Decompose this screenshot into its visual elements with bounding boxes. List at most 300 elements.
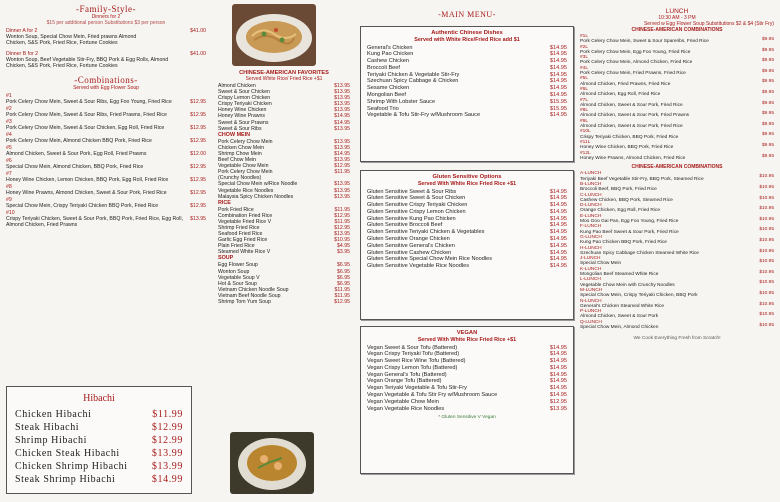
item-price: $13.99 (151, 461, 183, 472)
item-name: Vegan General's Tofu (Battered) (367, 371, 447, 378)
item-price: $14.95 (549, 208, 567, 215)
item-name: Szechuan Spicy Cabbage & Chicken (367, 78, 459, 85)
vegan-title: VEGAN (456, 330, 478, 336)
lunch-number: #2L (580, 44, 589, 50)
combo-desc: Honey Wine Prawns, Almond Chicken, Sweet & Sour Pork, Fried Rice (6, 190, 167, 197)
lunch-text (580, 98, 683, 109)
item-name: Seafood Fried Rice (218, 231, 263, 238)
combo-text (6, 132, 152, 144)
item-price: $11.95 (334, 206, 350, 213)
combo-price: $13.95 (190, 216, 206, 223)
combo-text (6, 171, 168, 183)
dinner-b-desc: Wonton Soup, Beef Vegetable Stir-Fry, BBQ Pork & Egg Rolls, Almond Chicken, S&S Pork, Fried Rice, Fortune Cookies (6, 57, 169, 70)
lunch-desc: Cashew Chicken, BBQ Pork, Steamed Rice (580, 197, 673, 203)
item-name: Kung Pao Chicken (367, 51, 414, 58)
lunch-alpha-title: CHINESE-AMERICAN COMBINATIONS (631, 164, 723, 171)
gluten-subtitle: Served With White Rice Fried Rice +$1 (417, 181, 517, 187)
lunch-desc: General's Chicken Steamed White Rice (580, 303, 665, 309)
item-name: Chicken Shrimp Hibachi (15, 461, 128, 472)
item-name: Sesame Chicken (367, 85, 410, 92)
combination-row (6, 184, 206, 196)
item-name: Gluten Sensitive General's Chicken (367, 242, 455, 249)
combo-number: #2 (6, 106, 12, 113)
gluten-row (367, 256, 567, 263)
item-name: Teriyaki Chicken & Vegetable Stir-Fry (367, 71, 460, 78)
item-price: $14.95 (549, 92, 567, 99)
lunch-price: $9.95 (761, 47, 774, 53)
combo-text (6, 119, 164, 131)
item-name: Gluten Sensitive Vegetable Rice Noodles (367, 263, 469, 270)
lunch-desc: Pork Celery Chow Mein, Fried Prawns, Fried Rice (580, 71, 686, 77)
item-price: $12.99 (151, 422, 183, 433)
vegan-row (367, 392, 567, 399)
lunch-desc: Vegetable Chow Mein with Crunchy Noodles (580, 282, 675, 288)
lunch-price: $9.95 (761, 79, 774, 85)
authentic-row (367, 65, 567, 72)
vegan-row (367, 351, 567, 358)
item-price: $11.95 (334, 218, 350, 225)
hibachi-title: Hibachi (83, 393, 115, 404)
item-name: Vegan Sweet & Sour Tofu (Battered) (367, 344, 458, 351)
item-price: $3.95 (337, 249, 350, 256)
authentic-row (367, 85, 567, 92)
item-name: Pork Celery Chow Mein (218, 138, 273, 145)
lunch-desc: Honey Wine Chicken, BBQ Pork, Fried Rice (580, 145, 674, 151)
item-name: Sweet & Sour Prawns (218, 119, 269, 126)
authentic-row (367, 72, 567, 79)
combo-number: #7 (6, 171, 12, 178)
item-price: $12.95 (334, 299, 350, 305)
combo-desc: Pork Celery Chow Mein, Sweet & Sour Chicken, Egg Roll, Fried Rice (6, 125, 165, 132)
lunch-combo-row (580, 34, 774, 45)
lunch-text (580, 267, 658, 278)
item-price: $14.95 (549, 371, 567, 378)
combo-desc: Special Chow Mein, Crispy Teriyaki Chicken BBQ Pork, Fried Rice (6, 203, 159, 210)
lunch-number: G-LUNCH (580, 234, 602, 240)
lunch-price: $9.95 (761, 153, 774, 159)
item-price: $14.95 (549, 385, 567, 392)
lunch-desc: Special Chow Mein, Crispy Teriyaki Chicken, BBQ Pork (580, 293, 698, 299)
lunch-alpha-row (580, 214, 774, 225)
item-price: $14.95 (549, 51, 567, 58)
item-name: Hot & Sour Soup (218, 280, 257, 287)
item-price: $14.95 (549, 112, 567, 119)
lunch-desc: Teriyaki Beef Vegetable Stir-Fry, BBQ Pork, Steamed Rice (580, 176, 704, 182)
item-price: $14.95 (549, 378, 567, 385)
item-price: $14.95 (549, 202, 567, 209)
combinations-list (6, 93, 206, 228)
chow-mein-list (218, 139, 350, 200)
gluten-row (367, 189, 567, 196)
lunch-desc: Almond Chicken, Egg Roll, Fried Rice (580, 92, 661, 98)
authentic-row (367, 78, 567, 85)
lunch-price: $9.95 (761, 143, 774, 149)
combo-number: #8 (6, 184, 12, 191)
lunch-price: $9.95 (761, 37, 774, 42)
authentic-row (367, 99, 567, 106)
item-name: Shrimp Tom Yum Soup (218, 299, 271, 305)
lunch-desc: Kung Pao Chicken BBQ Pork, Fried Rice (580, 240, 667, 246)
item-price: $14.95 (549, 364, 567, 371)
vegan-row (367, 365, 567, 372)
combo-text (6, 184, 167, 196)
item-name: Vegan Orange Tofu (Battered) (367, 378, 442, 385)
rice-list (218, 207, 350, 256)
noodle-dish-photo (232, 4, 316, 66)
vegan-subtitle: Served With White Rice Fried Rice +$1 (417, 337, 517, 343)
item-name: Chicken Hibachi (15, 409, 92, 420)
lunch-price: $10.95 (759, 269, 774, 275)
item-name: Vegan Vegetable Rice Noodles (367, 405, 445, 412)
authentic-title: Authentic Chinese Dishes (431, 30, 503, 36)
gluten-box (360, 170, 574, 320)
item-name: Shrimp With Lobster Sauce (367, 98, 436, 105)
combination-row (6, 158, 206, 170)
item-name: Gluten Sensitive Broccoli Beef (367, 222, 443, 229)
lunch-desc: Pork Celery Chow Mein, Egg Foo Young, Fried Rice (580, 49, 691, 55)
item-price: $11.95 (334, 286, 350, 293)
gluten-row (367, 243, 567, 250)
item-price: $12.99 (151, 435, 183, 446)
lunch-desc: Special Chow Mein (580, 261, 622, 267)
item-price: $15.95 (549, 105, 567, 112)
combo-price: $12.95 (190, 190, 206, 197)
main-menu-column (360, 4, 574, 498)
main-menu-title: -MAIN MENU- (438, 10, 496, 19)
authentic-row (367, 45, 567, 52)
item-name: Sweet & Sour Chicken (218, 89, 270, 96)
gluten-row (367, 263, 567, 270)
lunch-price: $10.95 (759, 237, 774, 243)
lunch-text (580, 76, 670, 87)
gluten-row (367, 222, 567, 229)
lunch-price: $10.95 (759, 248, 774, 254)
lunch-price: $10.95 (759, 206, 774, 212)
item-price: $6.95 (337, 268, 350, 275)
lunch-combo-list (580, 34, 774, 161)
lunch-desc: Honey Wine Prawns, Almond Chicken, Fried Rice (580, 155, 686, 161)
combo-desc: Special Chow Mein, Almond Chicken, BBQ Pork, Fried Rice (6, 164, 144, 171)
lunch-number: N-LUNCH (580, 298, 602, 304)
item-name: Vegan Teriyaki Vegetable & Tofu Stir-Fry (367, 385, 467, 392)
lunch-alpha-row (580, 288, 774, 299)
lunch-text (580, 34, 709, 45)
combination-row (6, 145, 206, 157)
item-price: $13.95 (334, 181, 350, 188)
item-price: $14.95 (334, 119, 350, 126)
lunch-number: #3L (580, 55, 589, 61)
item-name: Steak Hibachi (15, 422, 80, 433)
item-name: Almond Chicken (218, 83, 256, 89)
lunch-text (580, 45, 690, 56)
item-name: Gluten Sensitive Sweet & Sour Ribs (367, 188, 457, 195)
combo-text (6, 93, 172, 105)
lunch-desc: Crispy Teriyaki Chicken, BBQ Pork, Fried Rice (580, 134, 679, 140)
combo-price: $12.95 (190, 125, 206, 132)
lunch-price: $9.95 (761, 68, 774, 74)
lunch-text (580, 309, 658, 320)
lunch-desc: Orange Chicken, Egg Roll, Fried Rice (580, 208, 660, 214)
lunch-price: $9.95 (761, 132, 774, 138)
lunch-title: LUNCH (665, 8, 689, 15)
item-price: $14.95 (549, 85, 567, 92)
item-name: Plain Fried Rice (218, 243, 255, 250)
item-price: $14.95 (549, 351, 567, 358)
combo-desc: Crispy Teriyaki Chicken, Sweet & Sour Pork, BBQ Pork, Fried Rice, Egg Roll, Almond Chicken, Fried Prawns (6, 216, 183, 229)
authentic-row (367, 92, 567, 99)
authentic-row (367, 106, 567, 113)
combo-price: $12.95 (190, 164, 206, 171)
lunch-text (580, 171, 704, 182)
authentic-row (367, 58, 567, 65)
lunch-text (580, 224, 679, 235)
gluten-row (367, 216, 567, 223)
item-price: $11.95 (334, 169, 350, 176)
combinations-title: -Combinations- (74, 75, 138, 86)
item-name: Gluten Sensitive Crispy Teriyaki Chicken (367, 202, 468, 209)
item-price: $11.95 (334, 292, 350, 299)
item-price: $13.95 (334, 89, 350, 96)
combo-text (6, 210, 190, 228)
item-price: $13.95 (334, 101, 350, 108)
combo-number: #6 (6, 158, 12, 165)
item-name: Vegan Crispy Lemon Tofu (Battered) (367, 364, 458, 371)
hibachi-row (15, 460, 183, 473)
vegan-row (367, 399, 567, 406)
authentic-row (367, 51, 567, 58)
lunch-number: #8L (580, 108, 589, 114)
lunch-desc: Almond Chicken, Sweet & Sour Pork (580, 314, 659, 320)
lunch-text (580, 214, 678, 225)
combination-row (6, 93, 206, 105)
item-name: Gluten Sensitive Special Chow Mein Rice Noodles (367, 256, 492, 263)
combination-row (6, 132, 206, 144)
item-price: $6.95 (337, 262, 350, 269)
lunch-number: P-LUNCH (580, 309, 602, 315)
combo-price: $12.00 (190, 151, 206, 158)
lunch-text (580, 108, 689, 119)
item-name: Vegetable Rice Noodles (218, 187, 274, 194)
lunch-desc: Moo Goo Gai Pan, Egg Foo Young, Fried Rice (580, 218, 679, 224)
lunch-text (580, 203, 660, 214)
lunch-alpha-list (580, 171, 774, 330)
lunch-number: Q-LUNCH (580, 319, 602, 325)
vegan-row (367, 345, 567, 352)
combination-row (6, 210, 206, 228)
hibachi-list (15, 408, 183, 486)
combination-row (6, 119, 206, 131)
item-price: $13.95 (334, 231, 350, 238)
chow-mein-row (218, 194, 350, 200)
lunch-price: $9.95 (761, 90, 774, 96)
lunch-desc: Special Chow Mein, Almond Chicken (580, 325, 659, 331)
lunch-alpha-row (580, 193, 774, 204)
item-price: $14.95 (549, 64, 567, 71)
item-name: Shrimp Fried Rice (218, 224, 260, 231)
lunch-price: $10.95 (759, 184, 774, 190)
lunch-combo-row (580, 87, 774, 98)
lunch-number: C-LUNCH (580, 192, 602, 198)
lunch-number: D-LUNCH (580, 203, 602, 209)
lunch-number: F-LUNCH (580, 224, 602, 230)
hibachi-row (15, 421, 183, 434)
lunch-desc: Almond Chicken, Sweet & Sour Pork, Fried Rice (580, 124, 683, 130)
combo-text (6, 158, 143, 170)
item-name: Combination Fried Rice (218, 212, 273, 219)
lunch-price: $9.95 (761, 100, 774, 106)
item-name: Pork Celery Chow Mein (218, 169, 273, 176)
gluten-row (367, 250, 567, 257)
item-price: $12.95 (549, 398, 567, 405)
lunch-combo-title: CHINESE-AMERICAN COMBINATIONS (631, 27, 723, 33)
combo-price: $12.95 (190, 138, 206, 145)
combo-price: $12.95 (190, 99, 206, 106)
soup-dish-photo (230, 432, 314, 494)
vegan-row (367, 378, 567, 385)
item-name: Seafood Trio (367, 105, 399, 112)
lunch-price: $10.95 (759, 195, 774, 201)
combination-row (6, 106, 206, 118)
lunch-alpha-row (580, 299, 774, 310)
lunch-note: Served w Egg Flower Soup Substitutions $2 & $4 (Stir Fry) (643, 21, 774, 27)
lunch-alpha-row (580, 309, 774, 320)
item-price: $13.95 (334, 107, 350, 114)
lunch-combo-row (580, 76, 774, 87)
combo-number: #5 (6, 145, 12, 152)
gluten-title: Gluten Sensitive Options (432, 174, 502, 180)
lunch-text (580, 246, 699, 257)
item-name: Vegan Crispy Teriyaki Tofu (Battered) (367, 351, 460, 358)
lunch-text (580, 193, 673, 204)
item-name: Wonton Soup (218, 268, 250, 275)
lunch-alpha-row (580, 182, 774, 193)
lunch-text (580, 235, 667, 246)
lunch-desc: Almond Chicken, Sweet & Sour Pork, Fried Prawns (580, 113, 690, 119)
lunch-number: #5L (580, 76, 589, 82)
combo-desc: Pork Celery Chow Mein, Sweet & Sour Ribs, Fried Prawns, Fried Rice (6, 112, 167, 119)
item-price: $14.95 (549, 263, 567, 270)
lunch-number: #11L (580, 140, 591, 146)
lunch-alpha-row (580, 203, 774, 214)
lunch-number: B-LUNCH (580, 181, 602, 187)
item-name: Vegetable Fried Rice V (218, 218, 272, 225)
item-price: $13.95 (549, 405, 567, 412)
dinner-a-price: $41.00 (190, 28, 206, 34)
item-price: $14.95 (549, 236, 567, 243)
lunch-price: $10.95 (759, 312, 774, 318)
item-name: Vegan Vegetable Chow Mein (367, 398, 439, 405)
lunch-desc: Mongolian Beef Steamed White Rice (580, 272, 659, 277)
lunch-combo-row (580, 108, 774, 119)
item-name: Vegetable Soup V (218, 274, 260, 281)
lunch-number: A-LUNCH (580, 171, 602, 177)
lunch-desc: Broccoli Beef, BBQ Pork, Fried Rice (580, 187, 657, 193)
combo-number: #9 (6, 197, 12, 204)
lunch-number: E-LUNCH (580, 213, 602, 219)
lunch-number: M-LUNCH (580, 288, 603, 294)
item-name: Sweet & Sour Ribs (218, 125, 262, 132)
item-price: $14.95 (549, 44, 567, 51)
item-price: $13.99 (151, 448, 183, 459)
item-price: $14.95 (549, 58, 567, 65)
authentic-box (360, 26, 574, 162)
lunch-number: #9L (580, 118, 589, 124)
item-name: Broccoli Beef (367, 64, 400, 71)
combinations-subtitle: Served with Egg Flower Soup (73, 85, 139, 92)
item-price: $6.95 (337, 274, 350, 281)
lunch-desc: Almond Chicken, Fried Prawns, Fried Rice (580, 81, 671, 87)
lunch-combo-row (580, 151, 774, 162)
lunch-text (580, 320, 658, 331)
lunch-desc: Kung Pao Beef Sweet & Sour Pork, Fried Rice (580, 229, 679, 235)
favorites-list (218, 83, 350, 132)
item-name: Beef Chow Mein (218, 157, 257, 164)
combo-number: #10 (6, 210, 15, 217)
vegan-row (367, 406, 567, 413)
combo-desc: Honey Wine Chicken, Lemon Chicken, BBQ Pork, Egg Roll, Fried Rice (6, 177, 169, 184)
item-price: $14.99 (151, 474, 183, 485)
lunch-number: #4L (580, 65, 589, 71)
lunch-text (580, 151, 685, 162)
item-name: Mongolian Beef (367, 92, 406, 99)
gluten-row (367, 209, 567, 216)
item-price: $14.95 (549, 256, 567, 263)
lunch-combo-row (580, 119, 774, 130)
item-price: $12.95 (334, 212, 350, 219)
soup-row (218, 299, 350, 305)
lunch-alpha-row (580, 277, 774, 288)
vegan-box (360, 326, 574, 474)
gluten-row (367, 236, 567, 243)
item-price: $14.95 (549, 78, 567, 85)
item-price: $14.95 (549, 249, 567, 256)
lunch-text (580, 87, 660, 98)
item-name: Cashew Chicken (367, 58, 409, 65)
item-name: Egg Flower Soup (218, 262, 258, 269)
item-name: Vegan Sweet Rice Wine Tofu (Battered) (367, 358, 466, 365)
item-price: $14.95 (549, 229, 567, 236)
lunch-price: $9.95 (761, 58, 774, 64)
lunch-text (580, 129, 678, 140)
combo-price: $12.95 (190, 112, 206, 119)
lunch-desc: Pork Celery Chow Mein, Sweet & Sour Spareribs, Fried Rice (580, 39, 709, 45)
item-price: $14.95 (549, 71, 567, 78)
lunch-price: $10.95 (759, 174, 774, 180)
dinner-a-name: Dinner A for 2 (6, 28, 38, 34)
family-style-note: $15 per additional person Substitutions $3 per person (46, 20, 166, 26)
item-price: $13.95 (334, 157, 350, 164)
item-price: $14.95 (549, 215, 567, 222)
item-price: $14.95 (334, 113, 350, 120)
authentic-row (367, 112, 567, 119)
gluten-row (367, 202, 567, 209)
lunch-alpha-row (580, 246, 774, 257)
lunch-combo-row (580, 55, 774, 66)
item-name: Steak Shrimp Hibachi (15, 474, 116, 485)
lunch-text (580, 140, 673, 151)
item-price: $15.95 (549, 98, 567, 105)
hibachi-row (15, 408, 183, 421)
lunch-desc: Szechuan Spicy Cabbage Chicken Steamed White Rice (580, 250, 699, 256)
lunch-desc: Pork Celery Chow Mein, Almond Chicken, Fried Rice (580, 60, 693, 66)
lunch-footer: We Cook Everything Fresh from Scratch! (633, 336, 721, 342)
gluten-list (367, 189, 567, 271)
authentic-subtitle: Served with White Rice/Fried Rice add $1 (414, 37, 520, 43)
item-name: Shrimp Hibachi (15, 435, 88, 446)
item-name: Chicken Chow Mein (218, 144, 265, 151)
item-name: Gluten Sensitive Sweet & Sour Chicken (367, 195, 466, 202)
item-name: Vietnam Chicken Noodle Soup (218, 286, 289, 293)
